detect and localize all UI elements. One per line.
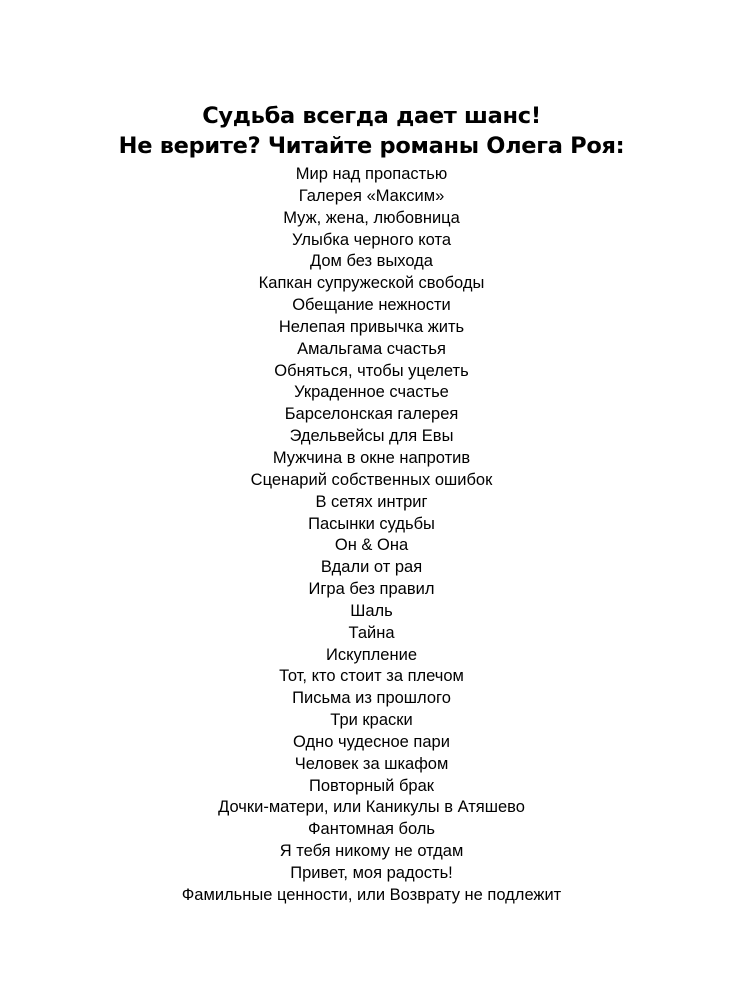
novel-title: Письма из прошлого: [292, 689, 451, 708]
novel-title: Пасынки судьбы: [308, 514, 435, 533]
novel-title: Тот, кто стоит за плечом: [279, 667, 464, 686]
novel-title: Эдельвейсы для Евы: [289, 427, 454, 446]
novel-title: Привет, моя радость!: [290, 864, 453, 882]
novel-title: Украденное счастье: [294, 383, 449, 402]
novel-title: Вдали от рая: [320, 558, 423, 577]
novel-title: Искупление: [325, 645, 417, 664]
novel-title: Сценарий собственных ошибок: [250, 470, 493, 489]
novel-title: Муж, жена, любовница: [283, 208, 460, 227]
page-heading: [0, 101, 743, 161]
novel-title: Мужчина в окне напротив: [272, 448, 471, 467]
novel-title: Нелепая привычка жить: [278, 317, 465, 336]
novel-title: Повторный брак: [309, 776, 434, 795]
novel-title: Тайна: [348, 623, 395, 642]
novel-title: Фантомная боль: [307, 820, 436, 839]
novel-title: Мир над пропастью: [295, 165, 448, 183]
novel-title: Он & Она: [334, 536, 409, 555]
novel-title: Улыбка черного кота: [291, 230, 452, 249]
novel-title: Три краски: [330, 711, 413, 730]
novel-title: Амальгама счастья: [297, 339, 446, 358]
novel-title: Дом без выхода: [309, 252, 433, 271]
novel-title: Капкан супружеской свободы: [258, 274, 485, 293]
novel-title: Человек за шкафом: [294, 754, 449, 773]
novel-title: Обняться, чтобы уцелеть: [274, 361, 469, 380]
novel-title: Дочки-матери, или Каникулы в Атяшево: [218, 798, 525, 817]
heading-line-2: Не верите? Читайте романы Олега Роя:: [118, 133, 625, 159]
novel-title: Барселонская галерея: [284, 405, 459, 424]
novel-title: Шаль: [350, 601, 393, 620]
novel-title: Игра без правил: [308, 580, 435, 599]
novel-title: Обещание нежности: [292, 296, 451, 315]
novel-title: Фамильные ценности, или Возврату не подлежит: [181, 885, 562, 904]
novel-title: Галерея «Максим»: [298, 186, 445, 205]
heading-line-1: Судьба всегда дает шанс!: [202, 103, 541, 129]
novel-title-list: [0, 164, 743, 907]
novel-title: Я тебя никому не отдам: [279, 842, 464, 861]
novel-title: В сетях интриг: [315, 492, 428, 511]
novel-title: Одно чудесное пари: [293, 732, 450, 751]
